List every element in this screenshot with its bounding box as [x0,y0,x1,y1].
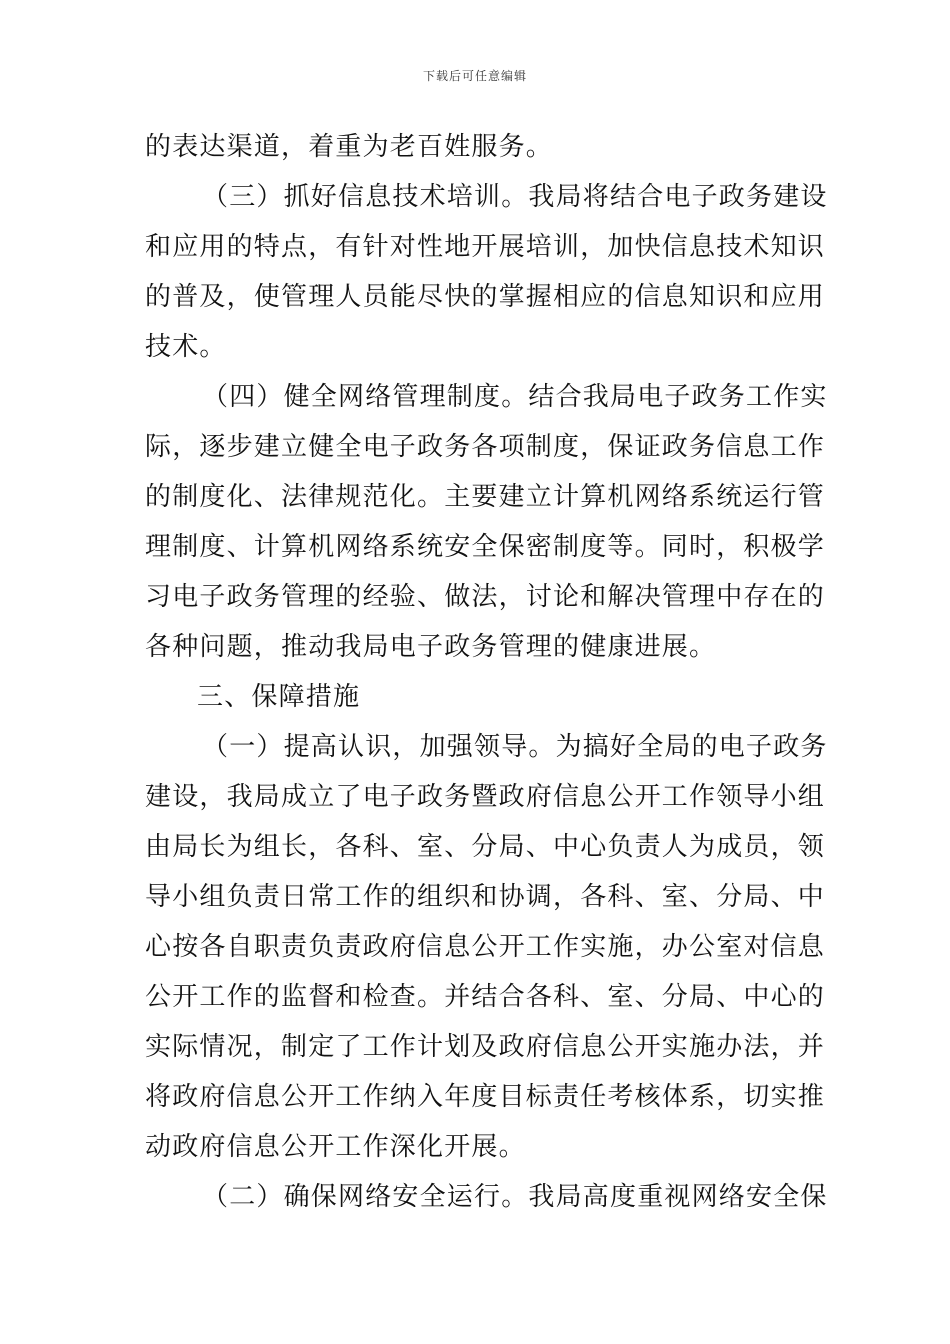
text-line: 建设，我局成立了电子政务暨政府信息公开工作领导小组 [145,782,826,812]
paragraph-start-line: （四）健全网络管理制度。结合我局电子政务工作实 [202,382,828,412]
text-line: 习电子政务管理的经验、做法，讨论和解决管理中存在的 [145,582,826,612]
paragraph-start-line: （二）确保网络安全运行。我局高度重视网络安全保 [202,1182,828,1212]
paragraph-start-line: （一）提高认识，加强领导。为搞好全局的电子政务 [202,732,828,762]
text-line: 由局长为组长，各科、室、分局、中心负责人为成员，领 [145,832,826,862]
text-line: 心按各自职责负责政府信息公开工作实施，办公室对信息 [145,932,826,962]
header-note: 下载后可任意编辑 [422,69,527,83]
section-heading: 三、保障措施 [197,682,361,712]
text-line: 导小组负责日常工作的组织和协调，各科、室、分局、中 [145,882,826,912]
text-line: 实际情况，制定了工作计划及政府信息公开实施办法，并 [145,1032,826,1062]
text-line: 的普及，使管理人员能尽快的掌握相应的信息知识和应用 [145,282,826,312]
text-line: 理制度、计算机网络系统安全保密制度等。同时，积极学 [145,532,826,562]
text-line: 的表达渠道，着重为老百姓服务。 [145,132,554,162]
text-line: 公开工作的监督和检查。并结合各科、室、分局、中心的 [145,982,826,1012]
paragraph-start-line: （三）抓好信息技术培训。我局将结合电子政务建设 [202,182,828,212]
document-body [145,122,828,1222]
text-line: 将政府信息公开工作纳入年度目标责任考核体系，切实推 [145,1082,826,1112]
text-line: 和应用的特点，有针对性地开展培训，加快信息技术知识 [145,232,826,262]
text-line: 技术。 [145,332,227,362]
text-line: 动政府信息公开工作深化开展。 [145,1132,526,1162]
text-line: 各种问题，推动我局电子政务管理的健康进展。 [145,632,717,662]
text-line: 的制度化、法律规范化。主要建立计算机网络系统运行管 [145,482,826,512]
text-line: 际，逐步建立健全电子政务各项制度，保证政务信息工作 [145,432,826,462]
